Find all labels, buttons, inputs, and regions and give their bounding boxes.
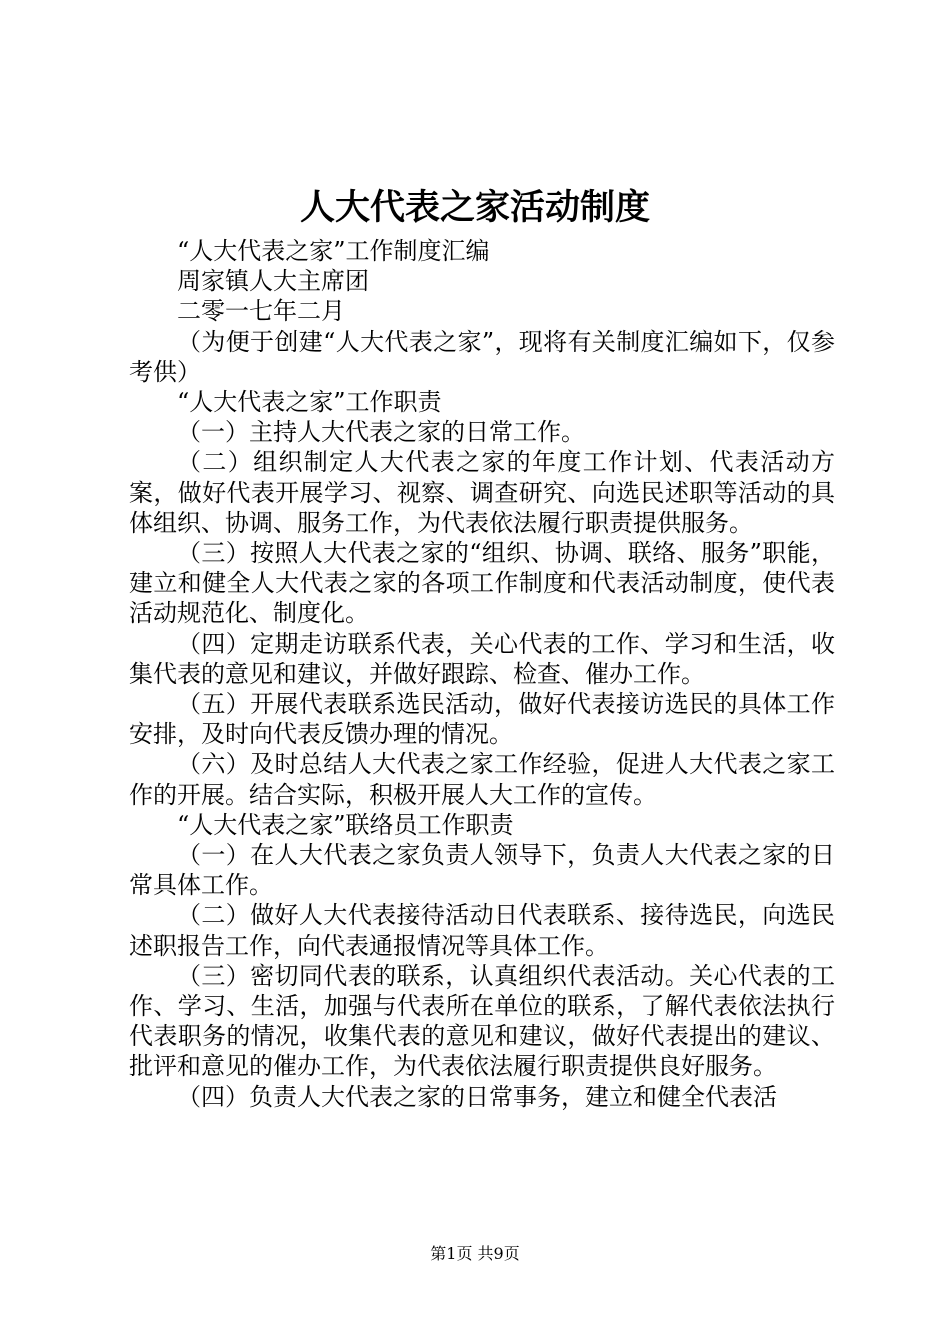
paragraph: （二）组织制定人大代表之家的年度工作计划、代表活动方案，做好代表开展学习、视察、调查研究、向选民述职等活动的具体组织、协调、服务工作，为代表依法履行职责提供服务。 [129,448,835,537]
page-number-footer: 第1页 共9页 [430,1244,520,1263]
paragraph: 二零一七年二月 [177,297,345,326]
section-heading: “人大代表之家”联络员工作职责 [177,810,514,839]
paragraph: （一）在人大代表之家负责人领导下，负责人大代表之家的日常具体工作。 [129,841,835,900]
paragraph: （三）按照人大代表之家的“组织、协调、联络、服务”职能，建立和健全人大代表之家的各项工作制度和代表活动制度，使代表活动规范化、制度化。 [129,539,835,628]
paragraph: 周家镇人大主席团 [177,267,369,296]
paragraph: （四）负责人大代表之家的日常事务，建立和健全代表活 [177,1082,777,1111]
section-heading: “人大代表之家”工作职责 [177,388,442,417]
document-body [129,236,835,1112]
paragraph: （四）定期走访联系代表，关心代表的工作、学习和生活，收集代表的意见和建议，并做好跟踪、检查、催办工作。 [129,629,835,688]
paragraph: （五）开展代表联系选民活动，做好代表接访选民的具体工作安排，及时向代表反馈办理的情况。 [129,690,835,749]
paragraph: “人大代表之家”工作制度汇编 [177,237,490,265]
paragraph: （为便于创建“人大代表之家”，现将有关制度汇编如下，仅参考供） [129,327,835,386]
paragraph: （三）密切同代表的联系，认真组织代表活动。关心代表的工作、学习、生活，加强与代表所在单位的联系，了解代表依法执行代表职务的情况，收集代表的意见和建议，做好代表提出的建议、批评和意见的催办工作，为代表依法履行职责提供良好服务。 [129,961,835,1081]
paragraph: （二）做好人大代表接待活动日代表联系、接待选民，向选民述职报告工作，向代表通报情况等具体工作。 [129,901,835,960]
paragraph: （一）主持人大代表之家的日常工作。 [177,418,585,447]
paragraph: （六）及时总结人大代表之家工作经验，促进人大代表之家工作的开展。结合实际，积极开展人大工作的宣传。 [129,750,835,809]
document-title: 人大代表之家活动制度 [299,187,650,228]
